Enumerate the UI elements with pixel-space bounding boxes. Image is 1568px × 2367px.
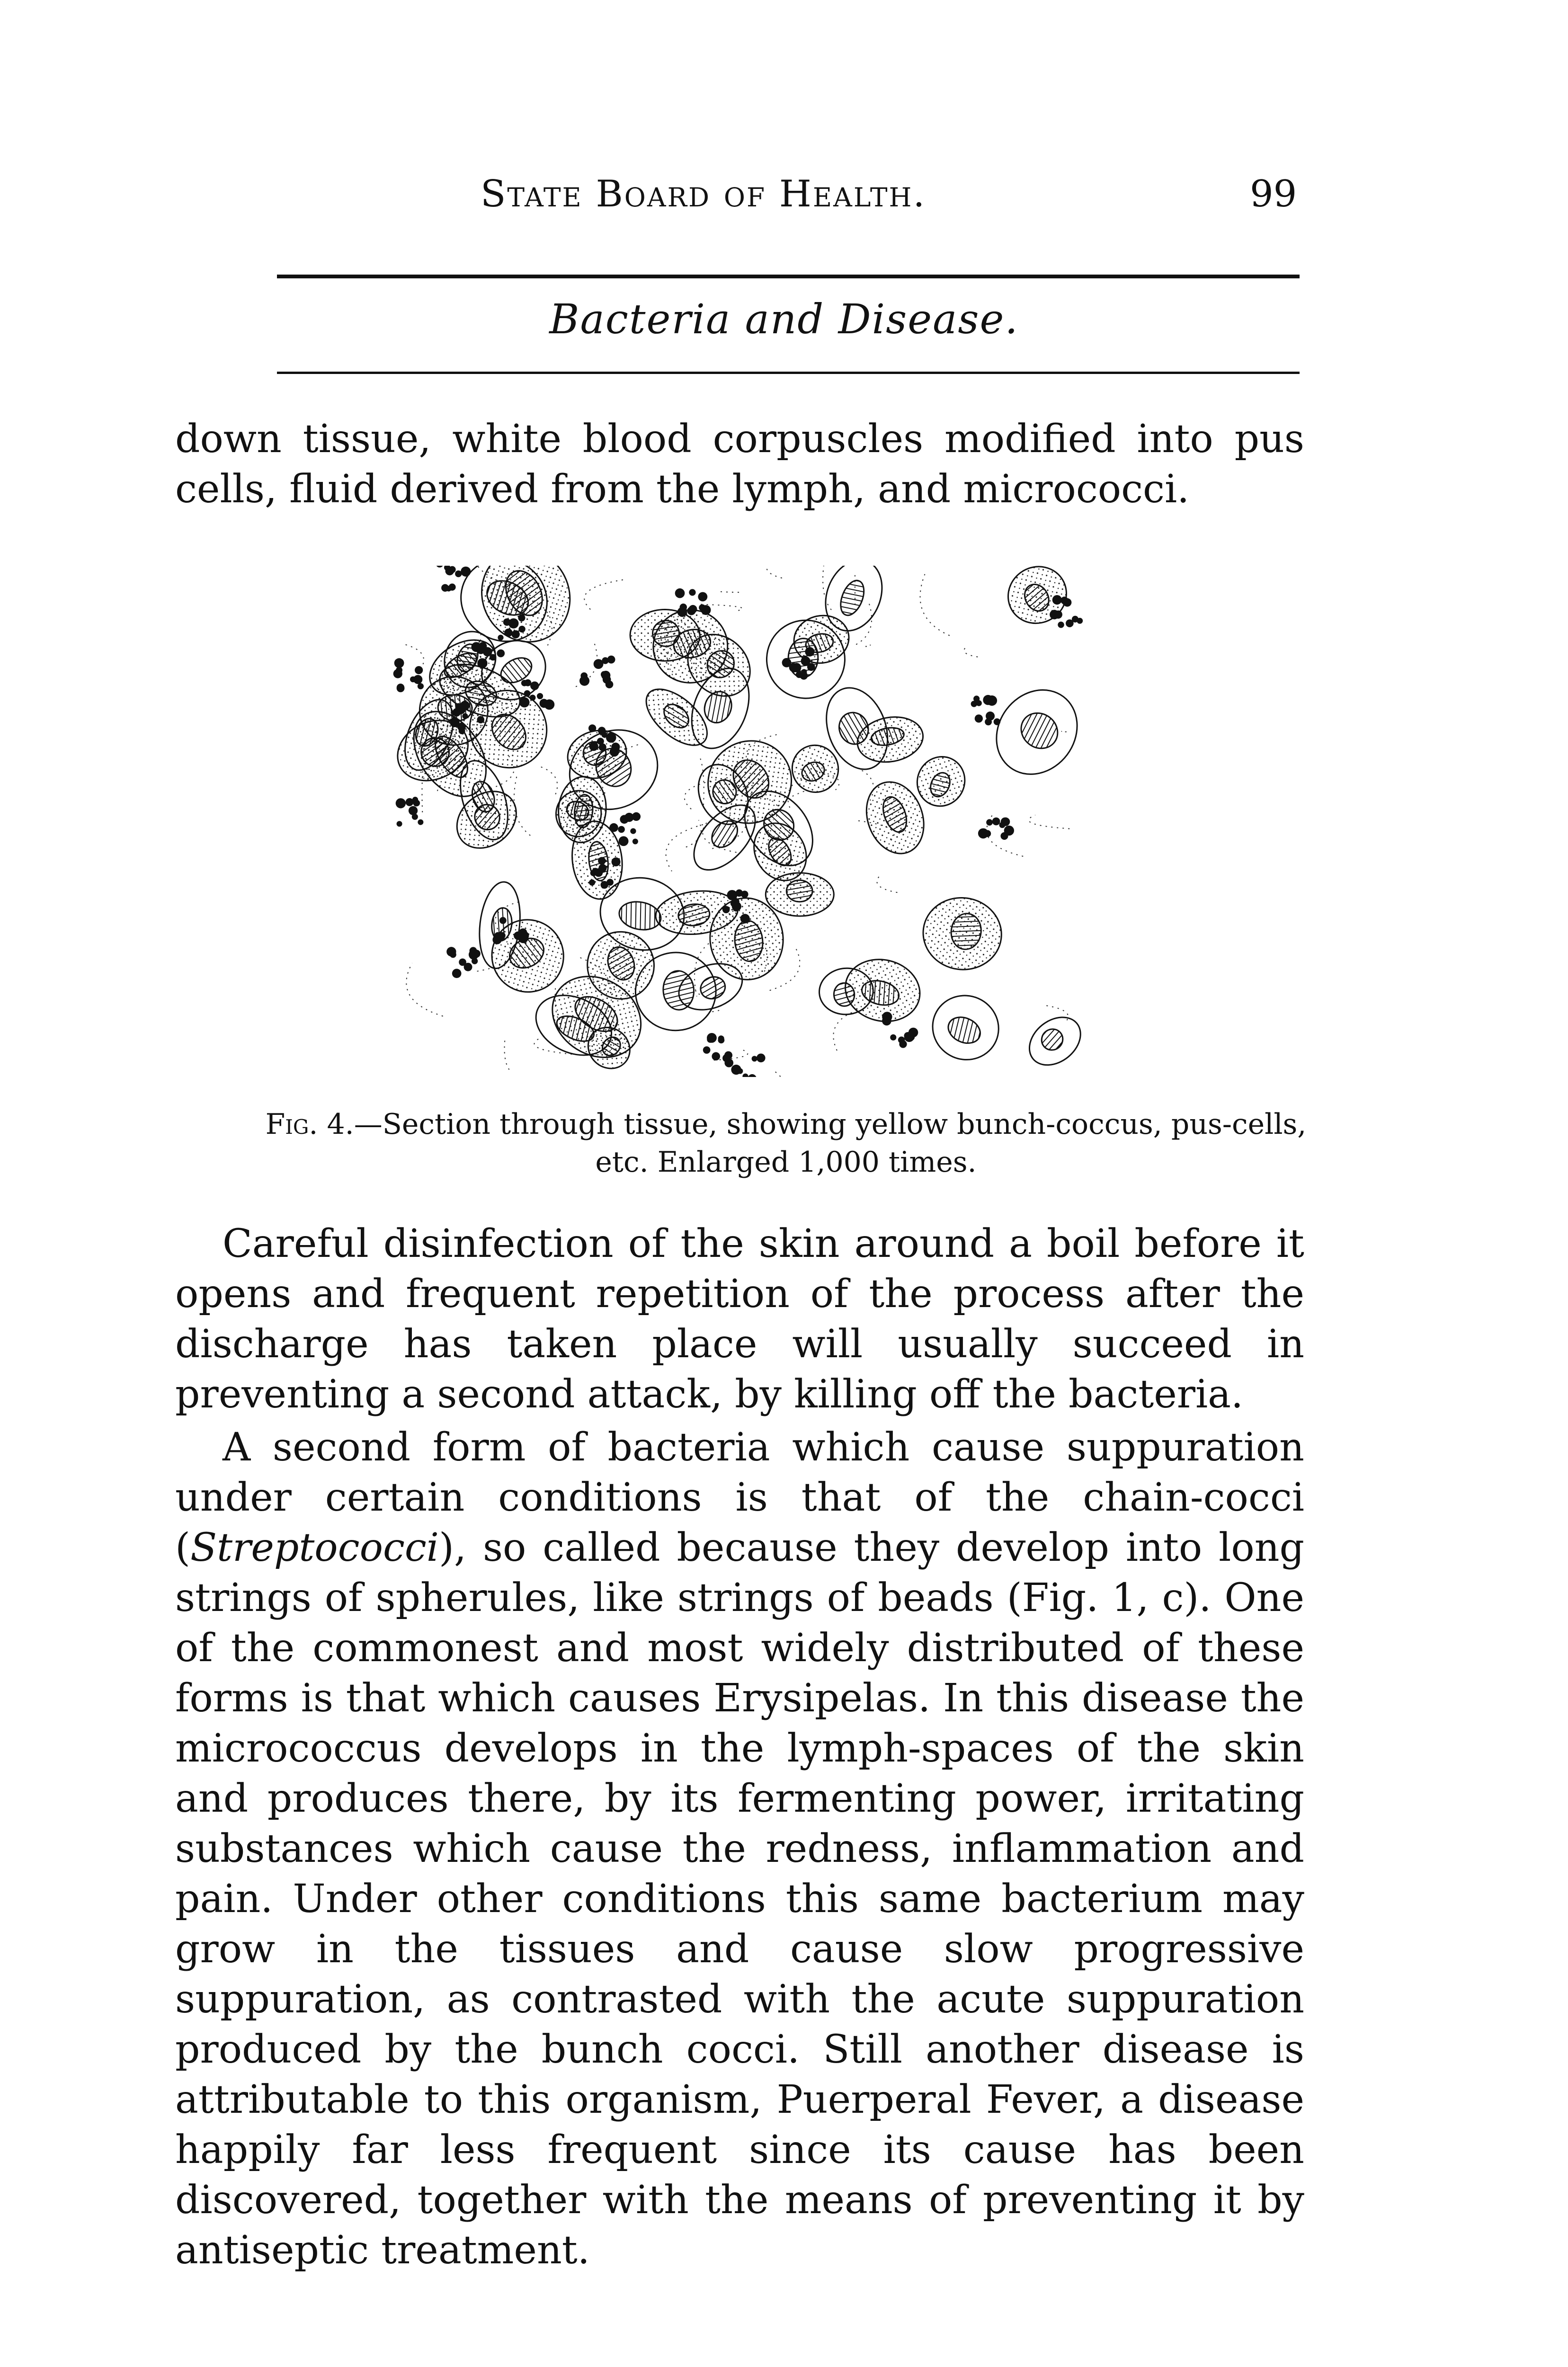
coccus-dot	[1052, 595, 1062, 605]
coccus-dot	[801, 656, 811, 666]
coccus-dot	[477, 658, 487, 668]
coccus-dot	[415, 666, 423, 674]
coccus-dot	[455, 570, 462, 577]
tissue-strand	[1061, 731, 1066, 732]
coccus-dot	[737, 1068, 743, 1074]
page-number: 99	[1250, 173, 1297, 215]
paragraph-streptococci	[175, 1423, 1304, 2276]
coccus-dot	[497, 650, 505, 658]
figure-caption-text: —Section through tissue, showing yellow bunch-coccus, pus-cells, etc. Enlarged 1,000 times.	[354, 1108, 1307, 1179]
coccus-dot	[752, 1056, 757, 1061]
coccus-dot	[594, 659, 604, 669]
coccus-dot	[624, 813, 633, 822]
coccus-dot	[537, 693, 543, 699]
coccus-dot	[459, 728, 465, 734]
coccus-dot	[1058, 622, 1064, 628]
coccus-dot	[464, 963, 472, 971]
coccus-dot	[757, 1053, 766, 1062]
tissue-strand	[406, 645, 424, 669]
coccus-dot	[675, 588, 685, 598]
coccus-dot	[703, 1046, 711, 1054]
coccus-dot	[707, 1036, 713, 1043]
coccus-dot	[588, 724, 596, 732]
paragraph-disinfection: Careful disinfection of the skin around a boil before it opens and frequent repetition of the process after the discharge has taken place will usually succeed in preventing a second attack, by killing off the bacteria.	[175, 1221, 1304, 1417]
coccus-dot	[409, 806, 418, 815]
tissue-strand	[823, 566, 831, 610]
tissue-strand	[504, 1037, 509, 1070]
tissue-strand	[720, 591, 739, 592]
tissue-strand	[1029, 815, 1069, 829]
coccus-dot	[606, 732, 616, 743]
coccus-dot	[589, 880, 595, 886]
coccus-dot	[518, 614, 525, 621]
coccus-dot	[413, 675, 422, 684]
cell-nucleus	[1037, 1025, 1067, 1054]
header-rule-top	[277, 275, 1300, 278]
cell-nucleus	[1014, 706, 1065, 756]
coccus-dot	[732, 902, 741, 911]
tissue-strand	[514, 777, 530, 836]
coccus-dot	[805, 647, 814, 657]
cell-nucleus	[617, 899, 663, 934]
tissue-strand	[406, 963, 443, 1016]
coccus-dot	[511, 620, 517, 626]
cell-nucleus	[786, 880, 812, 902]
coccus-dot	[601, 671, 610, 680]
coccus-dot	[987, 695, 997, 706]
coccus-dot	[524, 679, 531, 686]
coccus-dot	[455, 703, 461, 709]
coccus-dot	[518, 626, 525, 632]
coccus-dot	[986, 819, 993, 826]
tissue-strand	[877, 875, 897, 893]
coccus-dot	[633, 838, 638, 844]
coccus-dot	[599, 743, 606, 751]
coccus-dot	[630, 828, 636, 834]
coccus-dot	[992, 818, 1000, 826]
streptococci-term: Streptococci	[190, 1525, 439, 1570]
coccus-dot	[609, 823, 618, 832]
coccus-dot	[477, 716, 484, 723]
coccus-dot	[789, 663, 798, 672]
coccus-dot	[472, 958, 478, 964]
coccus-dot	[472, 950, 481, 958]
coccus-dot	[499, 917, 507, 924]
coccus-dot	[1001, 818, 1010, 826]
coccus-dot	[450, 952, 456, 958]
header-rule-bottom	[277, 372, 1300, 374]
coccus-dot	[524, 690, 531, 697]
coccus-dot	[483, 647, 492, 657]
coccus-dot	[612, 857, 621, 866]
coccus-dot	[530, 681, 539, 690]
coccus-dot	[449, 584, 456, 591]
coccus-dot	[530, 694, 536, 701]
coccus-dot	[394, 658, 404, 668]
coccus-dot	[590, 870, 597, 876]
coccus-dot	[495, 932, 505, 942]
coccus-dot	[519, 697, 530, 708]
coccus-dot	[724, 1059, 733, 1068]
coccus-dot	[904, 1032, 914, 1042]
coccus-dot	[396, 667, 402, 674]
coccus-dot	[1066, 619, 1074, 627]
coccus-dot	[589, 742, 598, 751]
coccus-dot	[978, 828, 989, 839]
coccus-dot	[740, 914, 750, 923]
coccus-dot	[504, 630, 510, 636]
coccus-dot	[680, 604, 687, 611]
coccus-dot	[441, 584, 449, 592]
coccus-dot	[462, 713, 468, 719]
tissue-strand	[541, 767, 558, 796]
coccus-dot	[742, 1074, 748, 1077]
coccus-dot	[396, 798, 406, 808]
coccus-dot	[397, 821, 402, 827]
tissue-strand	[775, 1072, 787, 1077]
paragraph-streptococci-part2: ), so called because they develop into long strings of spherules, like strings of beads (Fig. 1, c). One of the commonest and most widely distributed of these forms is that which causes Erysipelas. In this disease the micrococcus develops in the lymph-spaces of the skin and produces there, by its fermenting power, irritating substances which cause the redness, inflammation and pain. Under other conditions this same bacterium may grow in the tissues and cause slow progressive suppuration, as contrasted with the acute suppuration produced by the bunch cocci. Still another disease is attributable to this organism, Puerperal Fever, a disease happily far less frequent since its cause has been discovered, together with the means of preventing it by antiseptic treatment.	[175, 1525, 1304, 2273]
tissue-strand	[833, 1010, 857, 1051]
tissue-strand	[920, 574, 950, 636]
coccus-dot	[1077, 618, 1083, 624]
coccus-dot	[610, 747, 619, 756]
coccus-dot	[1004, 826, 1014, 836]
coccus-dot	[718, 1037, 724, 1043]
coccus-dot	[748, 1074, 757, 1077]
coccus-dot	[511, 630, 519, 638]
coccus-dot	[994, 718, 1000, 725]
coccus-dot	[975, 714, 983, 722]
coccus-dot	[722, 906, 730, 914]
coccus-dot	[698, 592, 707, 602]
coccus-dot	[712, 1052, 720, 1061]
coccus-dot	[618, 826, 624, 833]
coccus-dot	[452, 969, 462, 978]
coccus-dot	[418, 819, 423, 825]
coccus-dot	[1050, 610, 1059, 619]
coccus-dot	[724, 1051, 732, 1059]
coccus-dot	[736, 890, 743, 897]
coccus-dot	[882, 1016, 891, 1026]
coccus-dot	[976, 700, 982, 706]
coccus-dot	[436, 566, 444, 568]
tissue-strand	[865, 645, 871, 646]
figure-illustration	[388, 566, 1098, 1077]
coccus-dot	[503, 618, 511, 626]
coccus-dot	[606, 879, 614, 886]
paragraph-continuation: down tissue, white blood corpuscles modified into pus cells, fluid derived from the lymph, and micrococci.	[175, 417, 1304, 512]
coccus-dot	[598, 857, 606, 864]
cell-nucleus	[836, 577, 868, 619]
coccus-dot	[689, 605, 697, 614]
cell-nucleus	[662, 970, 695, 1011]
coccus-dot	[598, 727, 606, 734]
coccus-dot	[518, 933, 528, 943]
running-head: State Board of Health.	[481, 173, 927, 215]
coccus-dot	[461, 567, 471, 577]
coccus-dot	[689, 589, 695, 596]
coccus-dot	[890, 1034, 896, 1041]
coccus-dot	[397, 684, 405, 692]
coccus-dot	[1063, 598, 1071, 607]
coccus-dot	[899, 1040, 907, 1048]
figure-caption	[265, 1105, 1307, 1181]
coccus-dot	[619, 836, 629, 846]
coccus-dot	[406, 798, 414, 806]
tissue-strand	[766, 566, 782, 578]
tissue-strand	[686, 820, 701, 847]
figure-label: Fig. 4.	[265, 1108, 354, 1141]
coccus-dot	[498, 635, 503, 641]
tissue-section-illustration	[388, 566, 1098, 1077]
coccus-dot	[986, 712, 995, 721]
coccus-dot	[579, 676, 589, 686]
section-title: Bacteria and Disease.	[549, 296, 1019, 343]
paragraph-streptococci-part1: A second form of bacteria which cause suppuration under certain conditions is that of the chain-cocci (	[175, 1425, 1304, 1570]
coccus-dot	[606, 680, 614, 688]
coccus-dot	[699, 604, 705, 611]
cell-nucleus	[944, 1013, 984, 1048]
tissue-strand	[584, 580, 623, 610]
tissue-strand	[964, 647, 978, 657]
coccus-dot	[539, 699, 548, 708]
